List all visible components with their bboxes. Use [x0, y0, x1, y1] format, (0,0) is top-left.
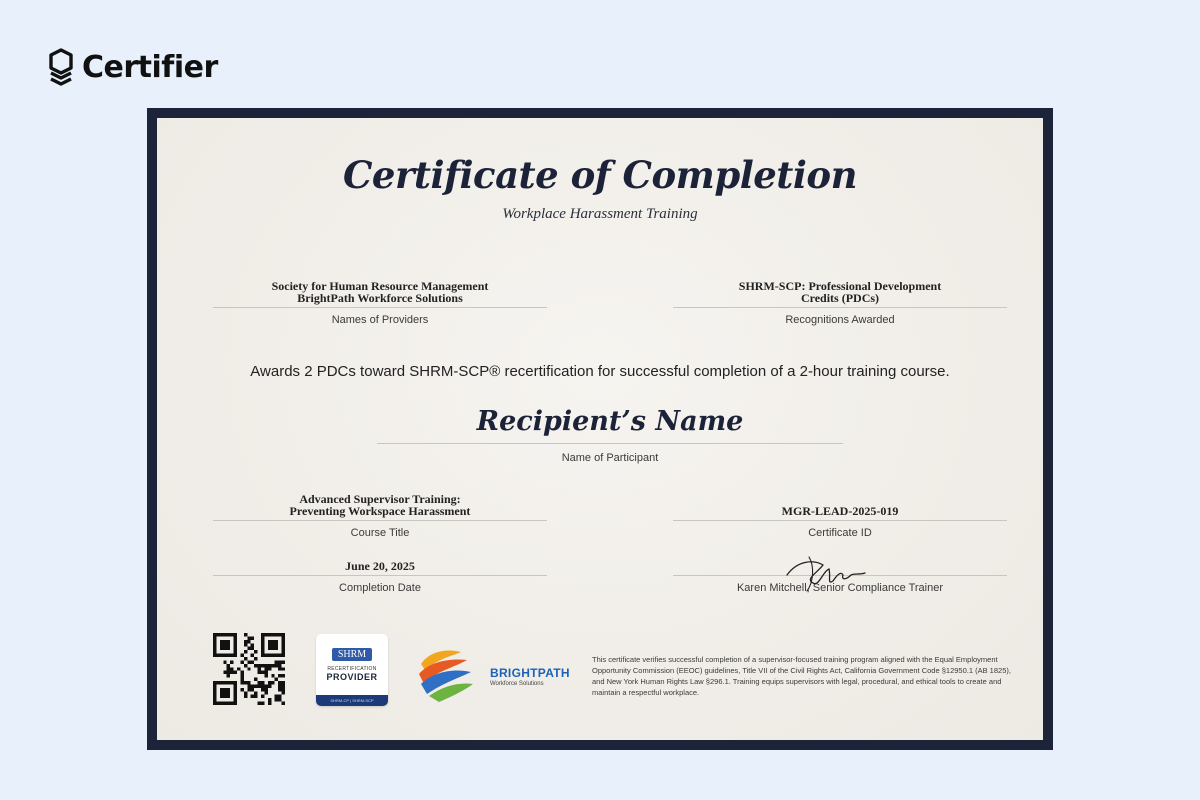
certificate-id-label: Certificate ID	[808, 527, 872, 539]
provider-name-2: BrightPath Workforce Solutions	[297, 291, 463, 305]
certifier-brand	[48, 48, 218, 86]
recipient-field	[377, 406, 843, 464]
recognition-line-2: Credits (PDCs)	[800, 291, 880, 305]
completion-date-label: Completion Date	[339, 582, 421, 594]
brightpath-globe-icon	[415, 644, 477, 706]
recognitions-field	[673, 280, 1007, 326]
recipient-label: Name of Participant	[561, 452, 659, 464]
course-title-line-1: Advanced Supervisor Training:	[299, 492, 461, 506]
providers-field	[213, 280, 547, 326]
certificate-id-value: MGR-LEAD-2025-019	[781, 504, 899, 518]
signature-image	[783, 553, 869, 593]
recognition-line-1: SHRM-SCP: Professional Development	[738, 279, 942, 293]
shrm-badge-line-2: PROVIDER	[326, 672, 378, 682]
certificate-id-field	[673, 505, 1007, 539]
shrm-badge-footer: SHRM-CP | SHRM-SCP	[316, 695, 388, 706]
brightpath-name: BRIGHTPATH	[490, 666, 570, 680]
divider-line	[213, 575, 547, 576]
shrm-pill: SHRM	[332, 648, 372, 661]
recognitions-label: Recognitions Awarded	[785, 314, 895, 326]
award-statement: Awards 2 PDCs toward SHRM-SCP® recertification for successful completion of a 2-hour training course.	[250, 363, 950, 380]
disclaimer-text: This certificate verifies successful completion of a supervisor-focused training program aligned with the Equal Employment Opportunity Commission (EEOC) guidelines, Title VII of the Civil Rights Act, California Government Code §12950.1 (AB 1825), and New York Human Rights Law §296.1. Training equips supervisors with legal, procedural, and ethical tools to create and maintain a respectful workplace.	[592, 655, 1011, 697]
signer-label: Karen Mitchell, Senior Compliance Trainer	[736, 582, 944, 594]
certificate-subtitle: Workplace Harassment Training	[502, 206, 698, 222]
qr-code-icon	[213, 633, 285, 705]
divider-line	[377, 443, 843, 444]
brand-name: Certifier	[82, 49, 218, 85]
divider-line	[673, 520, 1007, 521]
certifier-shield-icon	[48, 48, 74, 86]
completion-date-value: June 20, 2025	[345, 559, 415, 573]
shrm-recertification-badge	[316, 634, 388, 706]
shrm-badge-line-1: RECERTIFICATION	[327, 666, 377, 672]
course-title-field	[213, 493, 547, 539]
certificate-title: Certificate of Completion	[342, 153, 858, 197]
brightpath-tagline: Workforce Solutions	[490, 681, 544, 687]
recipient-name: Recipient’s Name	[476, 406, 744, 437]
certificate-paper	[157, 118, 1043, 740]
completion-date-field	[213, 560, 547, 594]
providers-label: Names of Providers	[331, 314, 429, 326]
divider-line	[673, 307, 1007, 308]
provider-name-1: Society for Human Resource Management	[271, 279, 489, 293]
divider-line	[213, 307, 547, 308]
certificate-frame	[147, 108, 1053, 750]
course-title-line-2: Preventing Workspace Harassment	[289, 504, 471, 518]
course-title-label: Course Title	[350, 527, 410, 539]
divider-line	[213, 520, 547, 521]
